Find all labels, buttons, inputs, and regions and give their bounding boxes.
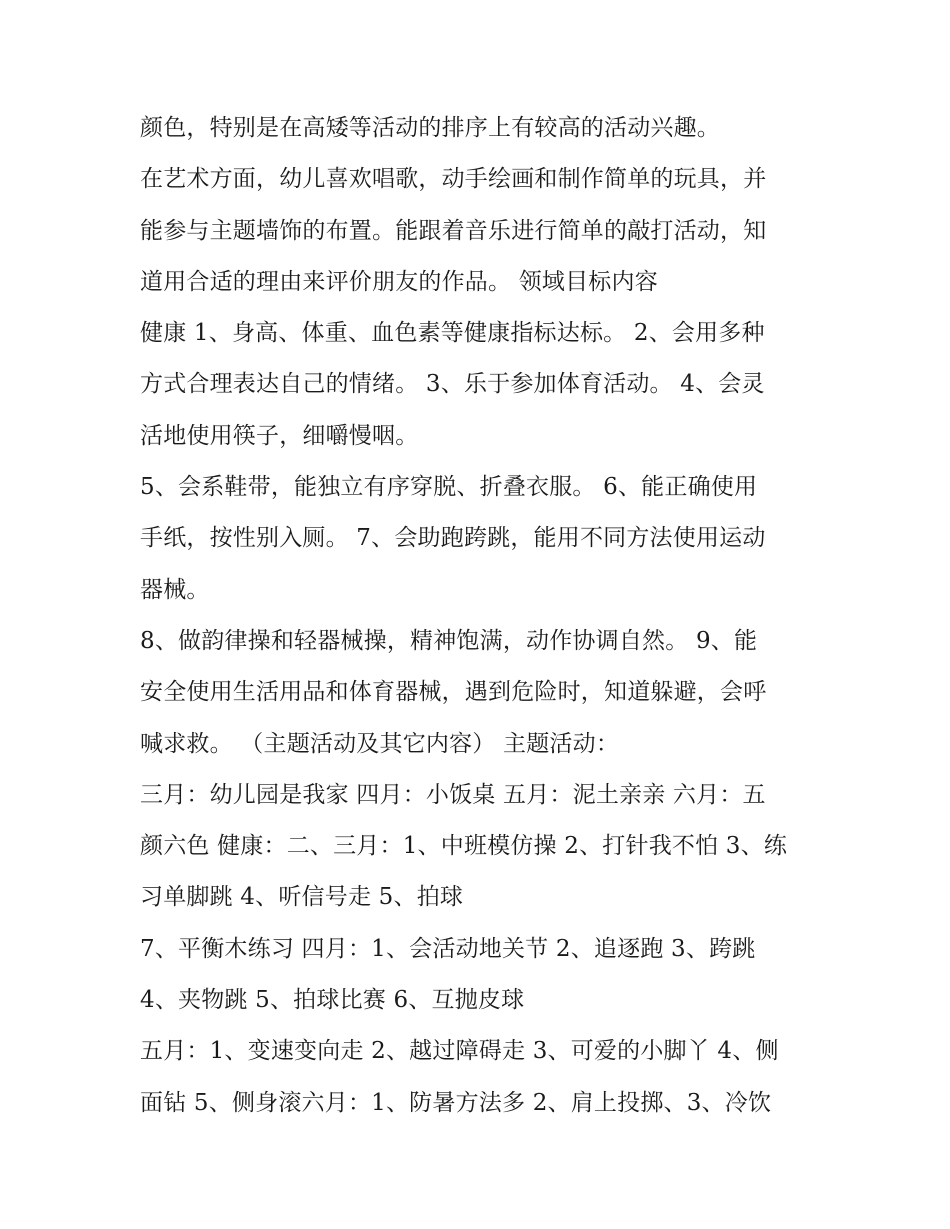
text-line: 能参与主题墙饰的布置。能跟着音乐进行简单的敲打活动，知 xyxy=(140,217,767,244)
text-line: 4、夹物跳 5、拍球比赛 6、互抛皮球 xyxy=(140,987,525,1014)
text-line: 安全使用生活用品和体育器械，遇到危险时，知道躲避，会呼 xyxy=(140,679,767,706)
text-line: 道用合适的理由来评价朋友的作品。 领域目标内容 xyxy=(140,268,658,295)
text-line: 健康 1、身高、体重、血色素等健康指标达标。 2、会用多种 xyxy=(140,320,765,347)
text-line: 7、平衡木练习 四月：1、会活动地关节 2、追逐跑 3、跨跳 xyxy=(140,935,756,962)
text-line: 三月：幼儿园是我家 四月：小饭桌 五月：泥土亲亲 六月：五 xyxy=(140,781,766,808)
text-line: 习单脚跳 4、听信号走 5、拍球 xyxy=(140,884,464,911)
text-line: 方式合理表达自己的情绪。 3、乐于参加体育活动。 4、会灵 xyxy=(140,371,765,398)
text-line: 颜六色 健康：二、三月：1、中班模仿操 2、打针我不怕 3、练 xyxy=(140,833,788,860)
text-line: 五月：1、变速变向走 2、越过障碍走 3、可爱的小脚丫 4、侧 xyxy=(140,1038,779,1065)
text-line: 面钻 5、侧身滚六月：1、防暑方法多 2、肩上投掷、3、冷饮 xyxy=(140,1089,772,1116)
text-line: 活地使用筷子，细嚼慢咽。 xyxy=(140,422,419,449)
text-line: 器械。 xyxy=(140,576,210,603)
text-line: 颜色，特别是在高矮等活动的排序上有较高的活动兴趣。 xyxy=(140,115,720,141)
document-text-body xyxy=(140,103,830,1129)
text-line: 在艺术方面，幼儿喜欢唱歌，动手绘画和制作简单的玩具，并 xyxy=(140,166,767,193)
text-line: 手纸，按性别入厕。 7、会助跑跨跳，能用不同方法使用运动 xyxy=(140,525,766,552)
text-line: 喊求救。 （主题活动及其它内容） 主题活动： xyxy=(140,730,620,757)
text-line: 8、做韵律操和轻器械操，精神饱满，动作协调自然。 9、能 xyxy=(140,627,758,654)
text-line: 5、会系鞋带，能独立有序穿脱、折叠衣服。 6、能正确使用 xyxy=(140,474,758,501)
